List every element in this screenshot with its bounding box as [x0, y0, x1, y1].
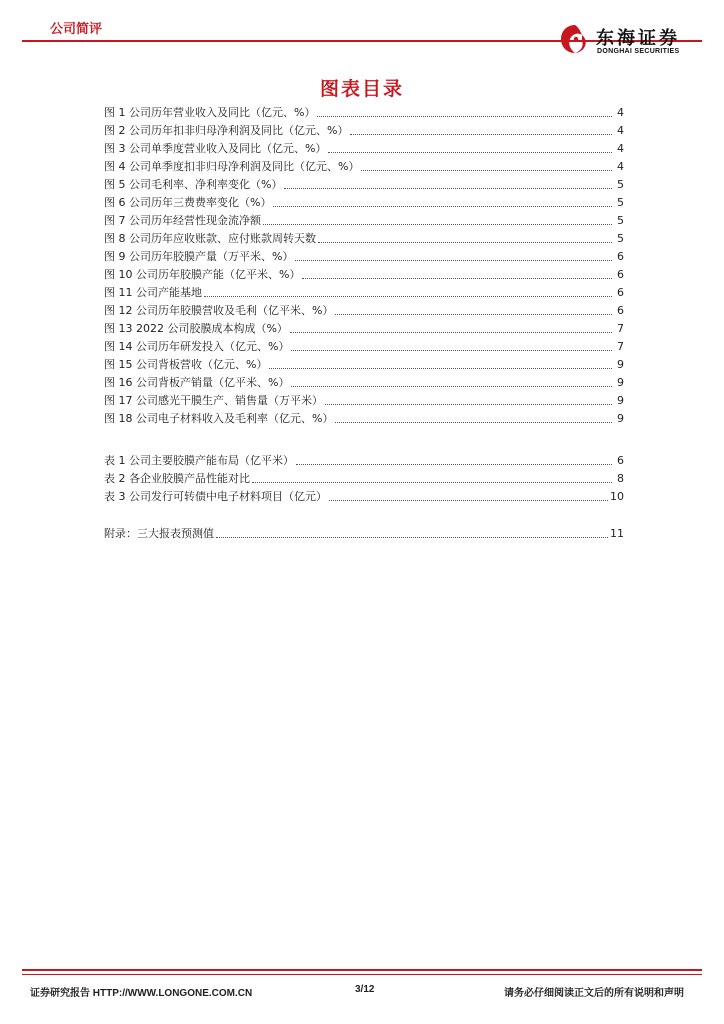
toc-entry[interactable] [104, 138, 624, 156]
toc-entry-page: 6 [617, 454, 624, 467]
toc-entry-page: 4 [617, 124, 624, 137]
toc-entry-page: 7 [617, 340, 624, 353]
toc-entry[interactable] [104, 390, 624, 408]
toc-entry[interactable] [104, 264, 624, 282]
dot-leader [290, 321, 612, 333]
toc-entry-page: 6 [617, 304, 624, 317]
toc-entry-page: 6 [617, 268, 624, 281]
toc-entry-label: 图 13 2022 公司胶膜成本构成（%） [104, 322, 288, 335]
toc-entry-page: 8 [617, 472, 624, 485]
dot-leader [329, 489, 608, 501]
dot-leader [273, 195, 612, 207]
page-title: 图表目录 [319, 78, 404, 100]
dot-leader [263, 213, 612, 225]
toc-entry[interactable] [104, 174, 624, 192]
toc-entry-label: 图 17 公司感光干膜生产、销售量（万平米） [104, 394, 323, 407]
dot-leader [295, 249, 612, 261]
toc-entry-page: 5 [617, 178, 624, 191]
toc-entry-label: 图 2 公司历年扣非归母净利润及同比（亿元、%） [104, 124, 349, 137]
dot-leader [291, 339, 612, 351]
toc-entry-label: 图 15 公司背板营收（亿元、%） [104, 358, 268, 371]
logo-chinese-name: 东海证券 [596, 28, 680, 49]
toc-entry[interactable] [104, 102, 624, 120]
dot-leader [204, 285, 612, 297]
footer-disclaimer: 请务必仔细阅读正文后的所有说明和声明 [504, 988, 684, 999]
toc-entry[interactable] [104, 318, 624, 336]
toc-entry[interactable] [104, 336, 624, 354]
toc-entry[interactable] [104, 450, 624, 468]
toc-entry-page: 4 [617, 106, 624, 119]
dot-leader [325, 393, 612, 405]
toc-entry-label: 图 6 公司历年三费费率变化（%） [104, 196, 272, 209]
toc-entry[interactable] [104, 120, 624, 138]
toc-entry-page: 10 [610, 490, 624, 503]
toc-entry[interactable] [104, 372, 624, 390]
dot-leader [269, 357, 612, 369]
toc-entry-label: 图 4 公司单季度扣非归母净利润及同比（亿元、%） [104, 160, 360, 173]
dot-leader [350, 123, 612, 135]
toc-entry-label: 附录：三大报表预测值 [104, 527, 214, 540]
toc-entry-page: 5 [617, 214, 624, 227]
header-section-label: 公司简评 [50, 22, 103, 37]
dot-leader [291, 375, 612, 387]
toc-entry-label: 图 16 公司背板产销量（亿平米、%） [104, 376, 290, 389]
toc-entry-label: 图 9 公司历年胶膜产量（万平米、%） [104, 250, 294, 263]
toc-entry[interactable] [104, 523, 624, 541]
toc-entry-label: 表 3 公司发行可转债中电子材料项目（亿元） [104, 490, 327, 503]
toc-entry[interactable] [104, 486, 624, 504]
toc-entry[interactable] [104, 468, 624, 486]
toc-entry-page: 9 [617, 394, 624, 407]
dot-leader [318, 231, 612, 243]
footer-divider-thin [22, 974, 702, 975]
dot-leader [252, 471, 612, 483]
logo-english-name: DONGHAI SECURITIES [597, 48, 680, 55]
dragon-logo-icon [558, 22, 592, 56]
toc-entry-label: 图 3 公司单季度营业收入及同比（亿元、%） [104, 142, 327, 155]
footer-website[interactable]: 证券研究报告 HTTP://WWW.LONGONE.COM.CN [30, 988, 253, 999]
toc-entry-label: 图 14 公司历年研发投入（亿元、%） [104, 340, 290, 353]
toc-entry-label: 表 2 各企业胶膜产品性能对比 [104, 472, 250, 485]
footer-divider [22, 969, 702, 971]
page-number: 3/12 [355, 984, 375, 995]
dot-leader [361, 159, 612, 171]
toc-entry[interactable] [104, 408, 624, 426]
toc-entry-page: 6 [617, 286, 624, 299]
dot-leader [317, 105, 612, 117]
dot-leader [284, 177, 612, 189]
dot-leader [335, 411, 612, 423]
toc-entry-label: 图 8 公司历年应收账款、应付账款周转天数 [104, 232, 316, 245]
dot-leader [302, 267, 612, 279]
toc-entry-label: 图 1 公司历年营业收入及同比（亿元、%） [104, 106, 316, 119]
toc-entry-label: 图 18 公司电子材料收入及毛利率（亿元、%） [104, 412, 334, 425]
toc-entry-page: 9 [617, 376, 624, 389]
dot-leader [296, 453, 612, 465]
toc-entry-label: 表 1 公司主要胶膜产能布局（亿平米） [104, 454, 294, 467]
toc-entry-label: 图 5 公司毛利率、净利率变化（%） [104, 178, 283, 191]
toc-entry-label: 图 11 公司产能基地 [104, 286, 202, 299]
toc-entry-page: 6 [617, 250, 624, 263]
dot-leader [335, 303, 612, 315]
toc-entry-page: 4 [617, 160, 624, 173]
toc-entry[interactable] [104, 300, 624, 318]
toc-entry[interactable] [104, 156, 624, 174]
table-list [104, 450, 624, 504]
toc-entry-label: 图 12 公司历年胶膜营收及毛利（亿平米、%） [104, 304, 334, 317]
toc-entry[interactable] [104, 192, 624, 210]
toc-entry-page: 9 [617, 358, 624, 371]
appendix-list [104, 523, 624, 541]
toc-entry[interactable] [104, 210, 624, 228]
toc-entry-page: 5 [617, 196, 624, 209]
toc-entry-label: 图 10 公司历年胶膜产能（亿平米、%） [104, 268, 301, 281]
toc-entry-page: 11 [610, 527, 624, 540]
figure-list [104, 102, 624, 426]
dot-leader [216, 526, 608, 538]
toc-entry-page: 5 [617, 232, 624, 245]
toc-entry-page: 7 [617, 322, 624, 335]
dot-leader [328, 141, 612, 153]
toc-entry[interactable] [104, 228, 624, 246]
toc-entry-page: 4 [617, 142, 624, 155]
toc-entry[interactable] [104, 282, 624, 300]
toc-entry[interactable] [104, 246, 624, 264]
toc-entry-label: 图 7 公司历年经营性现金流净额 [104, 214, 261, 227]
toc-entry[interactable] [104, 354, 624, 372]
toc-entry-page: 9 [617, 412, 624, 425]
company-logo [558, 20, 698, 64]
